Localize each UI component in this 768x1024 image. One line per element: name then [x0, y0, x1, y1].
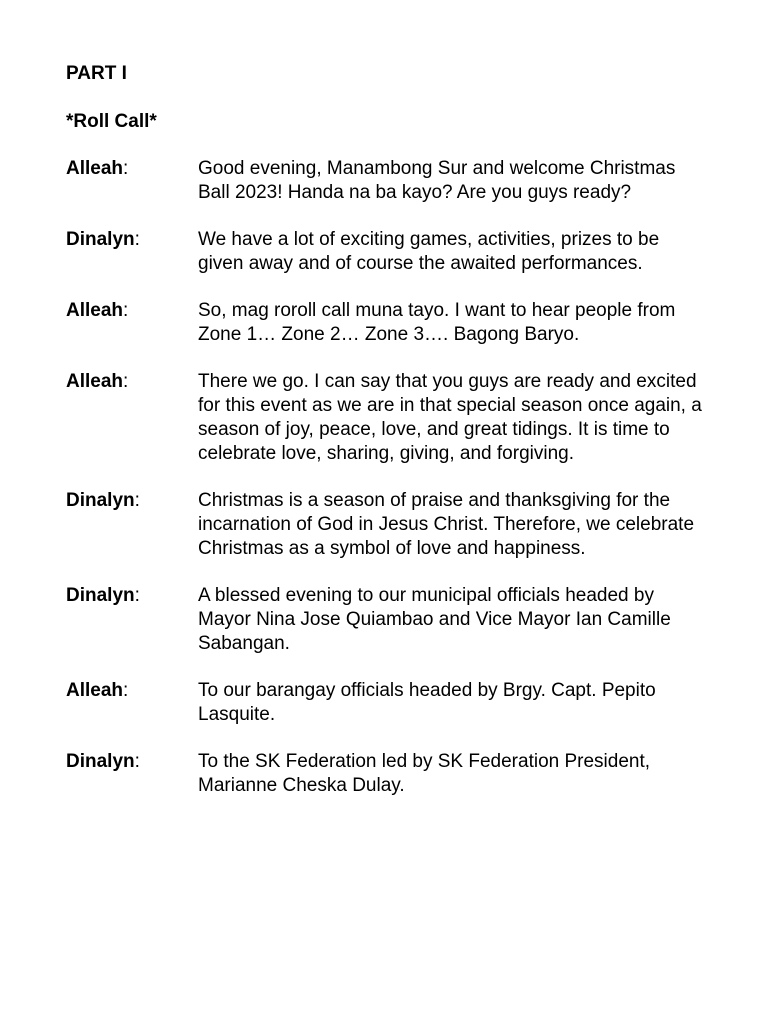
speaker-name: Dinalyn	[66, 490, 135, 511]
dialogue-text: A blessed evening to our municipal officials headed by Mayor Nina Jose Quiambao and Vice Mayor Ian Camille Sabangan.	[198, 585, 671, 654]
speaker-separator: :	[123, 371, 129, 392]
speaker-label	[66, 489, 198, 513]
script-entry	[66, 489, 706, 561]
speaker-label	[66, 584, 198, 608]
dialogue-text: To the SK Federation led by SK Federation President, Marianne Cheska Dulay.	[198, 751, 651, 796]
speaker-label	[66, 750, 198, 774]
script-entry	[66, 750, 706, 798]
script-entry	[66, 157, 706, 205]
script-entry	[66, 679, 706, 727]
section-title: *Roll Call*	[66, 111, 157, 132]
speaker-label	[66, 299, 198, 323]
dialogue-text: To our barangay officials headed by Brgy. Capt. Pepito Lasquite.	[198, 680, 656, 725]
speaker-name: Alleah	[66, 300, 124, 321]
script-entry	[66, 299, 706, 347]
speaker-name: Alleah	[66, 371, 124, 392]
script-entry	[66, 370, 706, 466]
speaker-separator: :	[134, 751, 140, 772]
speaker-name: Alleah	[66, 680, 124, 701]
document-page	[66, 62, 706, 821]
speaker-separator: :	[134, 229, 140, 250]
dialogue-text: Christmas is a season of praise and thanksgiving for the incarnation of God in Jesus Christ. Therefore, we celebrate Christmas as a symbol of love and happiness.	[198, 490, 695, 559]
speaker-name: Alleah	[66, 158, 124, 179]
dialogue-text: So, mag roroll call muna tayo. I want to hear people from Zone 1… Zone 2… Zone 3…. Bagong Baryo.	[198, 300, 676, 345]
speaker-separator: :	[134, 585, 140, 606]
speaker-label	[66, 370, 198, 394]
dialogue-text: Good evening, Manambong Sur and welcome Christmas Ball 2023! Handa na ba kayo? Are you guys ready?	[198, 158, 676, 203]
speaker-name: Dinalyn	[66, 229, 135, 250]
part-title: PART I	[66, 63, 127, 84]
speaker-label	[66, 228, 198, 252]
dialogue-text: There we go. I can say that you guys are ready and excited for this event as we are in that special season once again, a season of joy, peace, love, and great tidings. It is time to celebrate love, sharing, giving, and forgiving.	[198, 371, 702, 464]
dialogue-text: We have a lot of exciting games, activities, prizes to be given away and of course the awaited performances.	[198, 229, 660, 274]
speaker-separator: :	[123, 158, 129, 179]
script-entry	[66, 228, 706, 276]
speaker-separator: :	[123, 300, 129, 321]
speaker-label	[66, 157, 198, 181]
speaker-label	[66, 679, 198, 703]
speaker-separator: :	[134, 490, 140, 511]
speaker-separator: :	[123, 680, 129, 701]
speaker-name: Dinalyn	[66, 585, 135, 606]
script-entry	[66, 584, 706, 656]
speaker-name: Dinalyn	[66, 751, 135, 772]
